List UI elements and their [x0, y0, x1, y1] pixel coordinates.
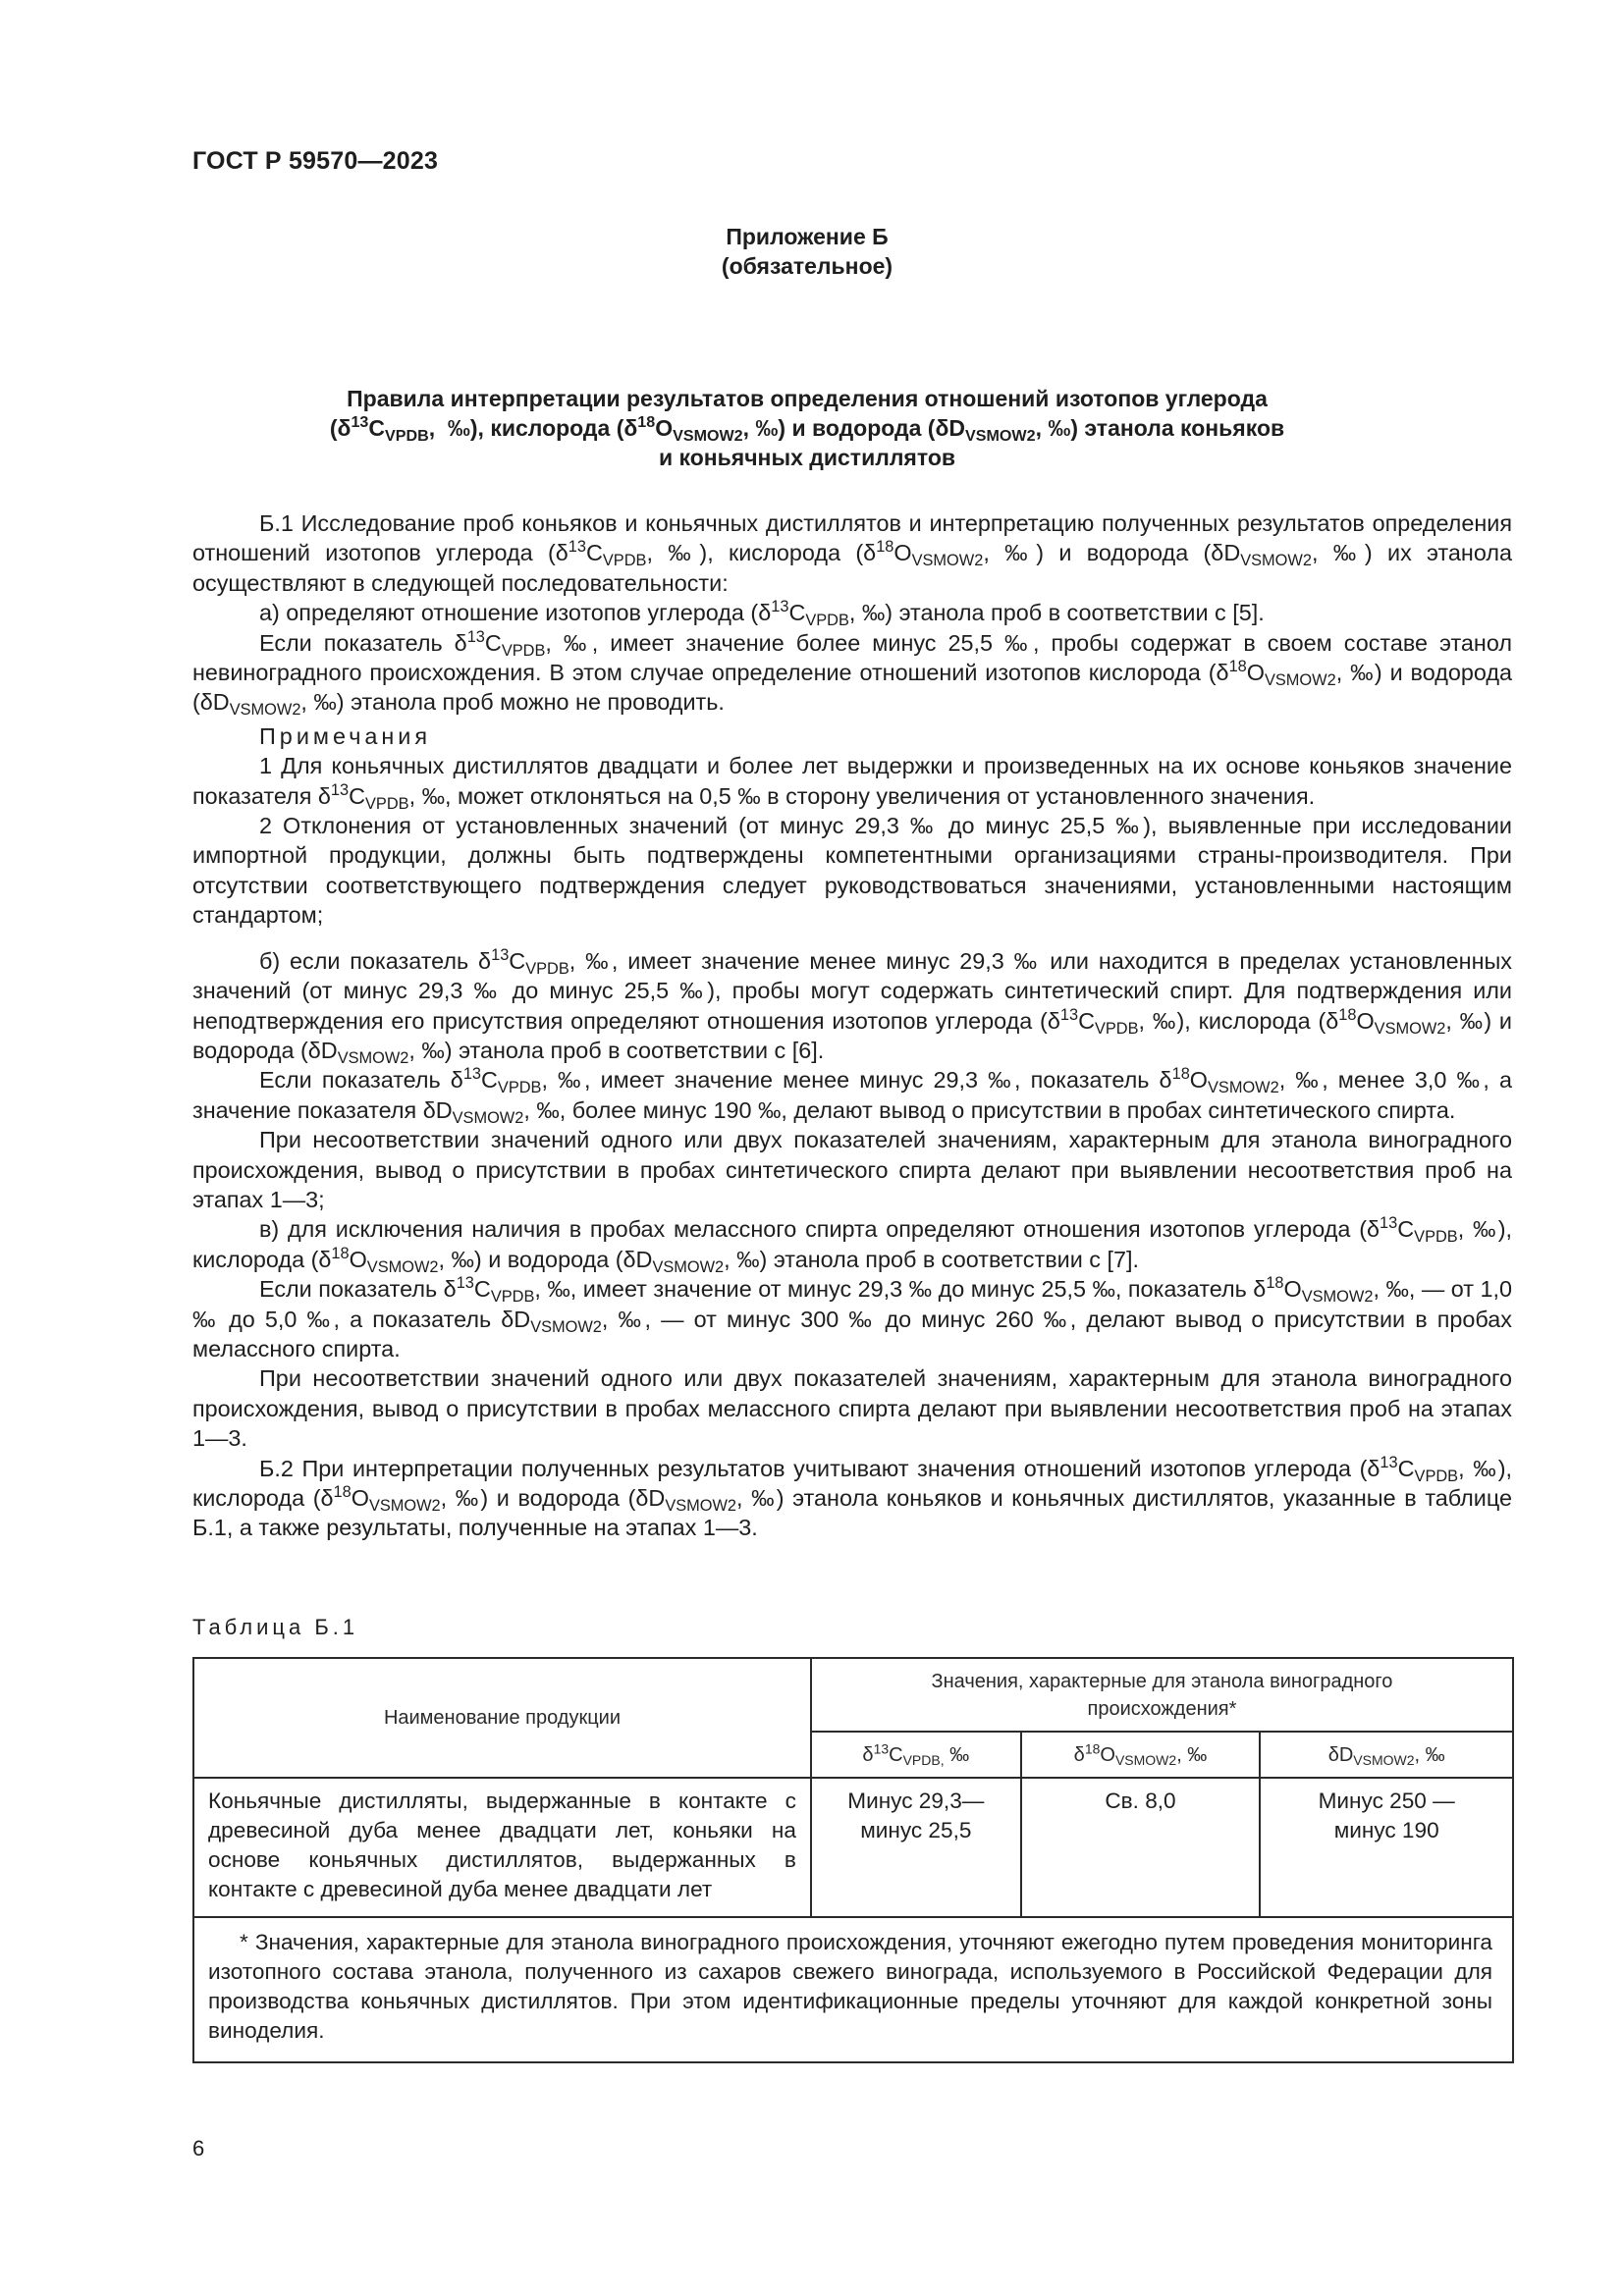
note-1: 1 Для коньячных дистиллятов двадцати и более лет выдержки и произведенных на их основе коньяков значение показателя $\delta^{13}C_{VPDB}$, ‰, может отклоняться на 0,5 ‰ в сторону увеличения от установленного значения.: [192, 753, 1512, 813]
appendix-status: (обязательное): [721, 253, 893, 279]
table-b1: [192, 1657, 1514, 2063]
footnote-text: * Значения, характерные для этанола виноградного происхождения, уточняют ежегодно путем проведения мониторинга изотопного состава этанола, полученного из сахаров свежего винограда, используемого в Российской Федерации для производства коньячных дистиллятов. При этом идентификационные пределы уточняют для каждой конкретной зоны виноделия.: [208, 1930, 1492, 2043]
table-cell-product: Коньячные дистилляты, выдержанные в контакте с древесиной дуба менее двадцати лет, коньяки на основе коньячных дистиллятов, выдержанных в контакте с древесиной дуба менее двадцати лет: [193, 1778, 811, 1917]
page-number: 6: [192, 2136, 205, 2161]
appendix-title: Приложение Б: [726, 224, 889, 249]
notes-heading: Примечания: [259, 722, 432, 749]
rules-title-line3: и коньячных дистиллятов: [658, 445, 956, 470]
column-header-values: Значения, характерные для этанола виноградного происхождения*: [811, 1658, 1513, 1732]
c13-range-start: Минус 29,3—: [847, 1789, 985, 1813]
paragraph-b-mismatch: При несоответствии значений одного или двух показателей значениям, характерным для этанола виноградного происхождения, вывод о присутствии в пробах синтетического спирта делают при выявлении несоответствия проб на этапах 1—3;: [192, 1127, 1512, 1212]
note-2: 2 Отклонения от установленных значений (от минус 29,3 ‰ до минус 25,5 ‰), выявленные при исследовании импортной продукции, должны быть подтверждены компетентными организациями страны-производителя. При отсутствии соответствующего подтверждения следует руководствоваться значениями, установленными настоящим стандартом;: [192, 813, 1512, 929]
paragraph-a: а) определяют отношение изотопов углерода ($\delta^{13}C_{VPDB}$, ‰) этанола проб в соответствии с [5].: [259, 598, 1265, 630]
paragraph-b2: Б.2 При интерпретации полученных результатов учитывают значения отношений изотопов углерода ($\delta^{13}C_{VPDB}$, ‰), кислорода ($\delta^{18}O_{VSMOW2}$, ‰) и водорода ($\delta D_{VSMOW2}$, ‰) этанола коньяков и коньячных дистиллятов, указанные в таблице Б.1, а также результаты, полученные на этапах 1—3.: [192, 1453, 1512, 1541]
column-header-d: $\delta D_{VSMOW2}$, ‰: [1260, 1732, 1513, 1778]
d-range-end: минус 190: [1333, 1818, 1439, 1842]
paragraph-v: в) для исключения наличия в пробах мелассного спирта определяют отношения изотопов углерода ($\delta^{13}C_{VPDB}$, ‰), кислорода ($\delta^{18}O_{VSMOW2}$, ‰) и водорода ($\delta D_{VSMOW2}$, ‰) этанола проб в соответствии с [7].: [192, 1214, 1512, 1276]
paragraph-b1: Б.1 Исследование проб коньяков и коньячных дистиллятов и интерпретацию полученных результатов определения отношений изотопов углерода ($\delta^{13}C_{VPDB}$, ‰), кислорода ($\delta^{18}O_{VSMOW2}$, ‰) и водорода ($\delta D_{VSMOW2}$, ‰) их этанола осуществляют в следующей последовательности:: [192, 510, 1513, 596]
body-text: [192, 508, 1512, 1543]
table-cell-d: [1260, 1778, 1513, 1917]
table-cell-c13: [811, 1778, 1021, 1917]
rules-title-line2: ($\delta^{13}C_{VPDB}$, ‰), кислорода ($\delta^{18}O_{VSMOW2}$, ‰) и водорода ($\delta D_{VSMOW2}$, ‰) этанола коньяков: [329, 413, 1285, 445]
paragraph-v-condition: Если показатель $\delta^{13}C_{VPDB}$, ‰, имеет значение от минус 29,3 ‰ до минус 25,5 ‰, показатель $\delta^{18}O_{VSMOW2}$, ‰, — от 1,0 ‰ до 5,0 ‰, а показатель $\delta D_{VSMOW2}$, ‰, — от минус 300 ‰ до минус 260 ‰, делают вывод о присутствии в пробах мелассного спирта.: [192, 1274, 1512, 1362]
table-cell-o18: Св. 8,0: [1021, 1778, 1261, 1917]
d-range-start: Минус 250 —: [1318, 1789, 1455, 1813]
table-footnote: [193, 1917, 1513, 2062]
paragraph-b: б) если показатель $\delta^{13}C_{VPDB}$, ‰, имеет значение менее минус 29,3 ‰ или находится в пределах установленных значений (от минус 29,3 ‰ до минус 25,5 ‰), пробы могут содержать синтетический спирт. Для подтверждения или неподтверждения его присутствия определяют отношения изотопов углерода ($\delta^{13}C_{VPDB}$, ‰), кислорода ($\delta^{18}O_{VSMOW2}$, ‰) и водорода ($\delta D_{VSMOW2}$, ‰) этанола проб в соответствии с [6].: [192, 945, 1512, 1067]
standard-header: ГОСТ Р 59570—2023: [192, 147, 439, 175]
column-header-o18: $\delta^{18}O_{VSMOW2}$, ‰: [1021, 1732, 1261, 1778]
paragraph-a-condition: Если показатель $\delta^{13}C_{VPDB}$, ‰, имеет значение более минус 25,5 ‰, пробы содержат в своем составе этанол невиноградного происхождения. В этом случае определение отношений изотопов кислорода ($\delta^{18}O_{VSMOW2}$, ‰) и водорода ($\delta D_{VSMOW2}$, ‰) этанола проб можно не проводить.: [192, 627, 1513, 720]
column-header-c13: $\delta^{13}C_{VPDB,}$ ‰: [811, 1732, 1021, 1778]
c13-range-end: минус 25,5: [860, 1818, 972, 1842]
column-header-product: Наименование продукции: [193, 1658, 811, 1778]
table-caption: Таблица Б.1: [192, 1615, 359, 1639]
paragraph-v-mismatch: При несоответствии значений одного или двух показателей значениям, характерным для этанола виноградного происхождения, вывод о присутствии в пробах мелассного спирта делают при выявлении несоответствия проб на этапах 1—3.: [192, 1365, 1512, 1452]
rules-title-line1: Правила интерпретации результатов определения отношений изотопов углерода: [347, 386, 1268, 411]
paragraph-b-condition: Если показатель $\delta^{13}C_{VPDB}$, ‰, имеет значение менее минус 29,3 ‰, показатель $\delta^{18}O_{VSMOW2}$, ‰, менее 3,0 ‰, а значение показателя $\delta D_{VSMOW2}$, ‰, более минус 190 ‰, делают вывод о присутствии в пробах синтетического спирта.: [192, 1065, 1513, 1127]
